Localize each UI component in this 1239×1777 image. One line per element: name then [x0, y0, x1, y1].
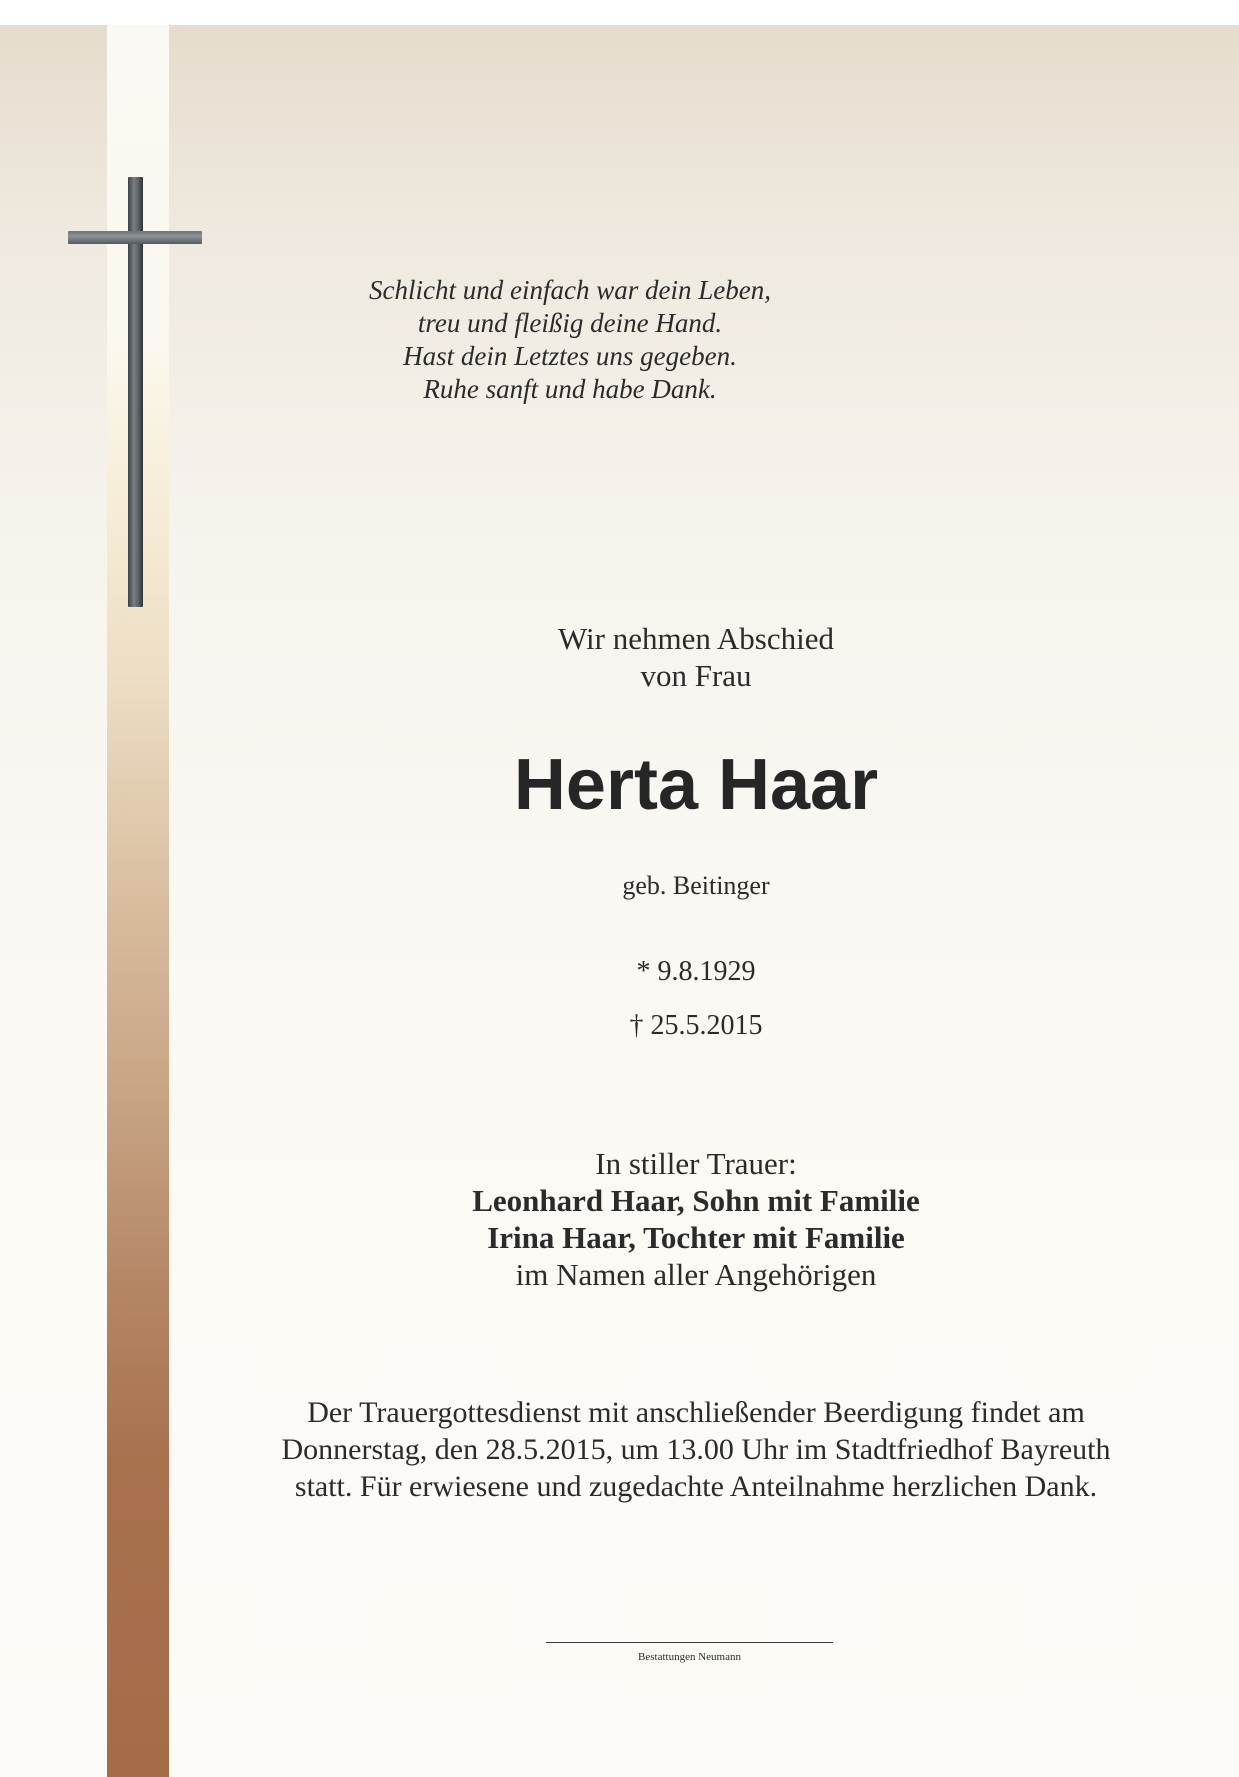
mourners-closing: im Namen aller Angehörigen — [515, 1257, 877, 1292]
poem-line: treu und fleißig deine Hand. — [417, 308, 723, 338]
deceased-name: Herta Haar — [513, 745, 879, 825]
poem-line: Hast dein Letztes uns gegeben. — [403, 341, 737, 371]
service-notice — [196, 1394, 1196, 1505]
undertaker-name: Bestattungen Neumann — [638, 1651, 741, 1663]
service-line: Donnerstag, den 28.5.2015, um 13.00 Uhr im Stadtfriedhof Bayreuth — [281, 1433, 1111, 1466]
poem-line: Schlicht und einfach war dein Leben, — [369, 275, 771, 305]
poem — [270, 274, 870, 406]
mourner-daughter: Irina Haar, Tochter mit Familie — [487, 1220, 905, 1255]
maiden-name: geb. Beitinger — [622, 871, 770, 900]
footer-divider — [546, 1642, 833, 1643]
cross-icon — [68, 177, 202, 607]
mourner-son: Leonhard Haar, Sohn mit Familie — [472, 1183, 920, 1218]
birth-date: * 9.8.1929 — [636, 956, 756, 987]
poem-line: Ruhe sanft und habe Dank. — [423, 374, 717, 404]
mourners — [196, 1145, 1196, 1293]
intro-line: von Frau — [640, 658, 752, 693]
farewell-intro — [196, 620, 1196, 694]
service-line: Der Trauergottesdienst mit anschließender Beerdigung findet am — [307, 1396, 1085, 1429]
intro-line: Wir nehmen Abschied — [558, 621, 834, 656]
service-line: statt. Für erwiesene und zugedachte Anteilnahme herzlichen Dank. — [294, 1470, 1098, 1503]
death-date: † 25.5.2015 — [629, 1010, 763, 1041]
cross-horizontal-beam — [68, 231, 202, 244]
mourners-heading: In stiller Trauer: — [595, 1146, 797, 1181]
